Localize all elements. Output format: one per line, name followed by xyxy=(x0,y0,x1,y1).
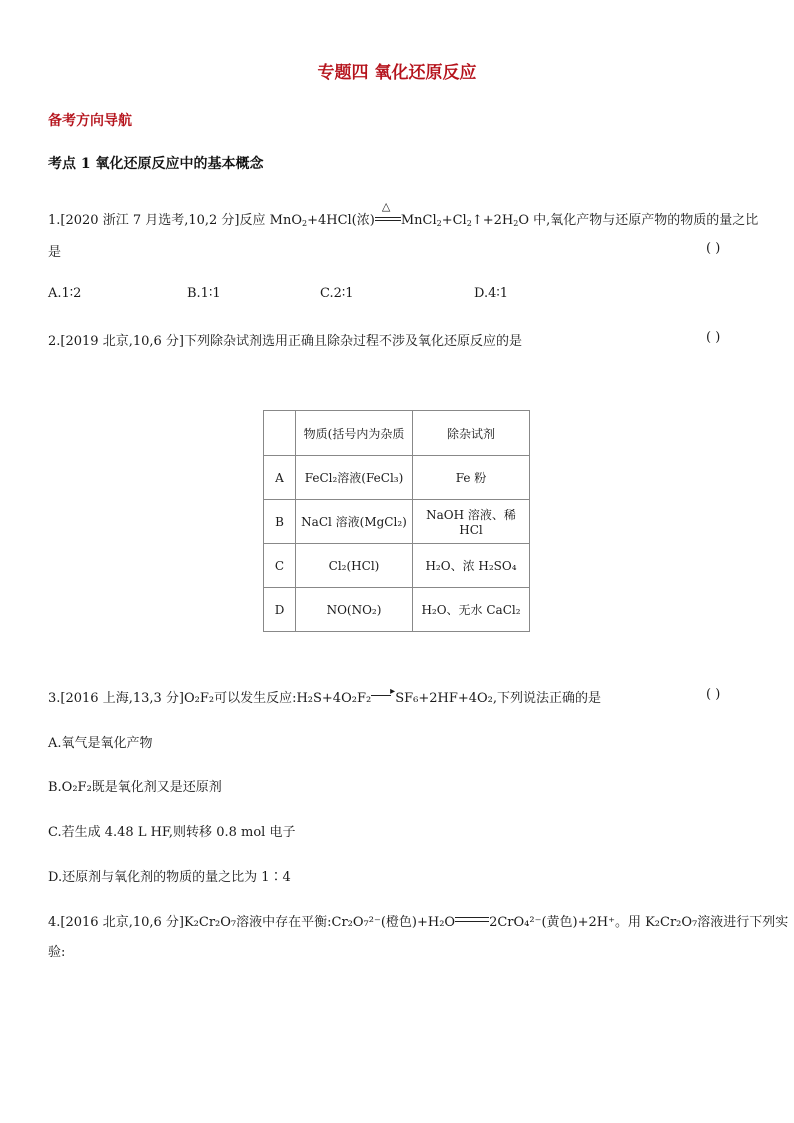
table-row xyxy=(264,544,530,588)
question-1-line-2: 是 xyxy=(48,245,62,260)
q1-answer-blank: ( ) xyxy=(706,241,721,256)
row-label: D xyxy=(264,588,296,632)
table-row xyxy=(264,456,530,500)
row-reagent: H₂O、无水 CaCl₂ xyxy=(413,588,530,632)
row-substance: Cl₂(HCl) xyxy=(296,544,413,588)
table-header-row xyxy=(264,411,530,456)
q1-option-c: C.2∶1 xyxy=(320,286,354,301)
row-label: C xyxy=(264,544,296,588)
question-1-line-1: 1.[2020 浙江 7 月选考,10,2 分]反应 MnO$_2$+4HCl(浓) △ $MnCl_2+Cl_2↑+2H_2O$ 中,氧化产物与还原产物的物质的量之比 xyxy=(48,200,759,228)
q2-answer-blank: ( ) xyxy=(706,330,721,345)
q4-suffix: 2CrO₄²⁻(黄色)+2H⁺。用 K₂Cr₂O₇溶液进行下列实 xyxy=(489,915,789,930)
q1-mid2: MnCl xyxy=(400,213,437,228)
row-label: B xyxy=(264,500,296,544)
q1-mid5: O 中,氧化产物与还原产物的物质的量之比 xyxy=(518,213,759,228)
reaction-arrow-icon: ▸ xyxy=(371,691,395,701)
equilibrium-arrow-icon xyxy=(455,915,489,925)
q1-mid3: +Cl xyxy=(441,213,467,228)
row-reagent: H₂O、浓 H₂SO₄ xyxy=(413,544,530,588)
q3-prefix: 3.[2016 上海,13,3 分]O₂F₂可以发生反应:H₂S+4O₂F₂ xyxy=(48,691,372,706)
q1-option-a: A.1∶2 xyxy=(48,286,82,301)
table-row xyxy=(264,500,530,544)
q1-prefix: 1.[2020 浙江 7 月选考,10,2 分]反应 MnO xyxy=(48,213,302,228)
q3-answer-blank: ( ) xyxy=(706,687,721,702)
question-4-line-1 xyxy=(48,911,788,930)
table-row xyxy=(264,588,530,632)
table-header-cell xyxy=(264,411,296,456)
heating-equation-sign xyxy=(375,200,401,226)
q1-mid4: ↑+2H xyxy=(471,213,514,228)
q3-option-c: C.若生成 4.48 L HF,则转移 0.8 mol 电子 xyxy=(48,825,296,840)
question-4-line-2: 验: xyxy=(48,945,66,960)
reagent-table xyxy=(263,410,530,632)
q3-option-a: A.氧气是氧化产物 xyxy=(48,736,153,751)
row-substance: FeCl₂溶液(FeCl₃) xyxy=(296,456,413,500)
q3-suffix: SF₆+2HF+4O₂,下列说法正确的是 xyxy=(395,691,602,706)
question-2-text: 2.[2019 北京,10,6 分]下列除杂试剂选用正确且除杂过程不涉及氧化还原反应的是 xyxy=(48,334,522,349)
row-substance: NO(NO₂) xyxy=(296,588,413,632)
heat-triangle-icon: △ xyxy=(381,200,391,213)
q3-option-d: D.还原剂与氧化剂的物质的量之比为 1∶4 xyxy=(48,870,291,885)
q1-option-d: D.4∶1 xyxy=(474,286,509,301)
page-title: 专题四 氧化还原反应 xyxy=(317,63,477,83)
table-header-cell: 除杂试剂 xyxy=(413,411,530,456)
section-heading: 备考方向导航 xyxy=(48,113,132,129)
question-3-text xyxy=(48,687,601,706)
q3-option-b: B.O₂F₂既是氧化剂又是还原剂 xyxy=(48,780,222,795)
row-label: A xyxy=(264,456,296,500)
row-reagent: NaOH 溶液、稀 HCl xyxy=(413,500,530,544)
table-header-cell: 物质(括号内为杂质 xyxy=(296,411,413,456)
q1-option-b: B.1∶1 xyxy=(187,286,221,301)
q4-prefix: 4.[2016 北京,10,6 分]K₂Cr₂O₇溶液中存在平衡:Cr₂O₇²⁻(橙色)+H₂O xyxy=(48,915,456,930)
row-reagent: Fe 粉 xyxy=(413,456,530,500)
row-substance: NaCl 溶液(MgCl₂) xyxy=(296,500,413,544)
q1-mid1: +4HCl(浓) xyxy=(307,213,375,228)
topic-heading: 考点 1 氧化还原反应中的基本概念 xyxy=(48,156,264,172)
